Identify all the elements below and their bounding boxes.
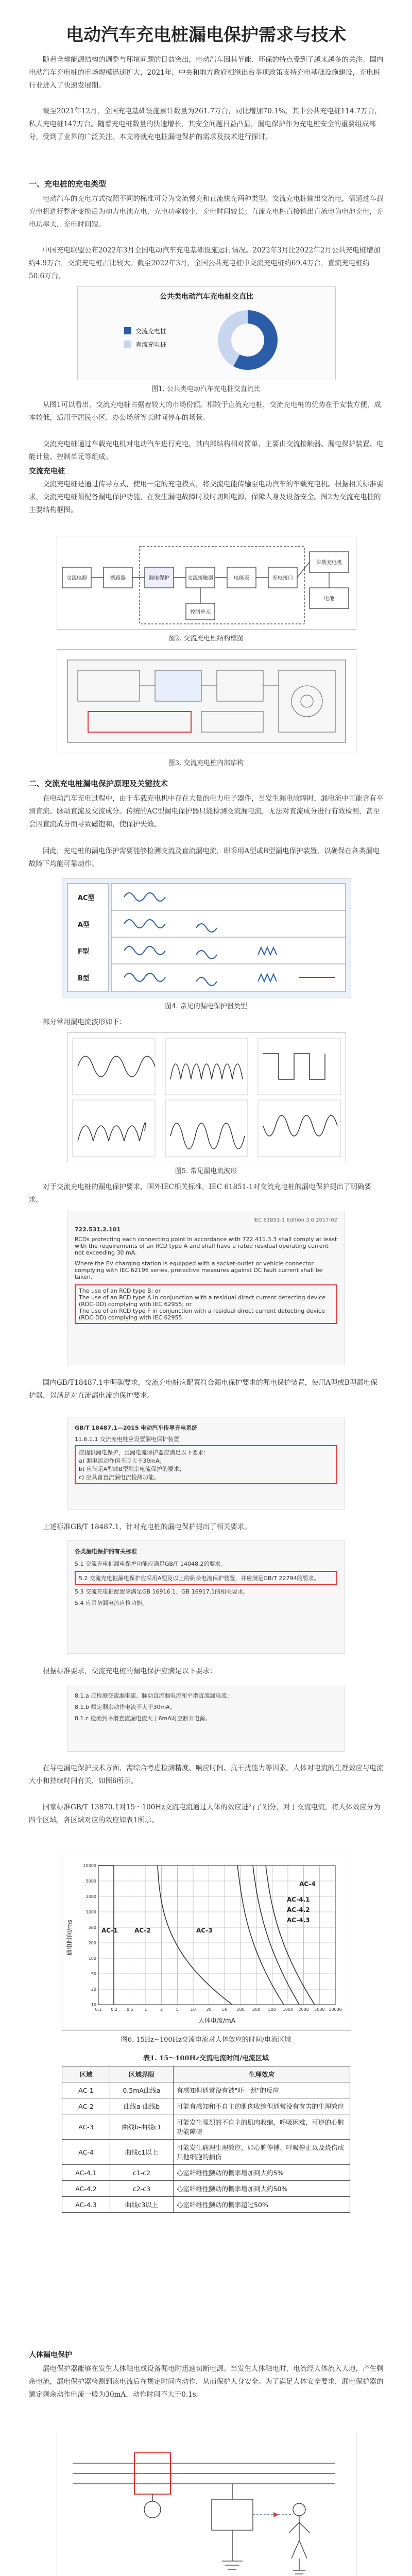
table-header-boundary: 区域界限	[110, 2066, 174, 2082]
zone-x-tick-label: 200	[252, 2007, 261, 2012]
table-cell: AC-4.3	[62, 2197, 110, 2213]
zone-label-ac43: AC-4.3	[287, 1917, 310, 1924]
ac-charger-block-diagram	[57, 536, 356, 630]
time-current-zones-figure	[62, 1855, 351, 2031]
table-row	[62, 2114, 350, 2140]
legend-label-0: 交流充电桩	[135, 328, 167, 335]
gb-standard-excerpt	[67, 1417, 345, 1510]
gb-line-1: 11.6.1.1 交流充电桩应设置漏电保护装置	[75, 1436, 179, 1443]
zone-x-tick-label: 0.1	[95, 2007, 102, 2012]
table-cell: c1-c2	[110, 2165, 174, 2181]
zone-y-tick-label: 2000	[85, 1894, 96, 1899]
zone-x-tick-label: 2	[160, 2007, 163, 2012]
table-cell: 曲线b-曲线c1	[110, 2114, 174, 2140]
rcd-type-a: A型	[78, 921, 90, 929]
table-header-zone: 区域	[62, 2066, 110, 2082]
time-current-zones-chart	[62, 1855, 351, 2030]
zone-y-tick-label: 100	[88, 1956, 96, 1961]
iec-highlight-box	[75, 1284, 337, 1324]
table-cell: AC-3	[62, 2114, 110, 2140]
section2-heading: 二、交流充电桩漏电保护原理及关键技术	[29, 779, 168, 788]
zone-x-tick-label: 0.2	[111, 2007, 118, 2012]
table-cell: 心室纤维性颤动的概率增加到大约5%	[174, 2165, 350, 2181]
block-label-rcd: 漏电保护	[149, 575, 169, 581]
zone-y-tick-label: 20	[91, 1987, 96, 1992]
rcd-types-svg	[62, 878, 351, 997]
table-header-effect: 生理效应	[174, 2066, 350, 2082]
zone-y-tick-label: 10	[91, 2003, 96, 2007]
pie-chart-figure	[77, 286, 336, 380]
table-row	[62, 2197, 350, 2213]
block-label-battery: 电池	[324, 596, 334, 602]
zone-x-tick-label: 1000	[282, 2007, 294, 2012]
block-label-control: 控制单元	[190, 609, 211, 615]
zone-y-tick-label: 200	[88, 1941, 96, 1945]
section1b-paragraph-3: 交流充电桩是通过传导方式，使用一定的充电模式，将交流电能传输至电动汽车的车载充电机。根据相关标准要求，交流充电桩须配备漏电保护功能，在发生漏电故障时及时切断电源，保障人身及设备安全。图2为交流充电桩的主要结构框图。	[29, 480, 384, 514]
section2-tech-paragraph: 在导电漏电保护技术方面，需综合考虑检测精度、响应时间、抗干扰能力等因素。人体对电流的生理效应与电流大小和持续时间有关，如图6所示。	[29, 1764, 384, 1785]
table-row	[62, 2098, 350, 2114]
zone-x-tick-label: 5	[176, 2007, 179, 2012]
section2-requirements-intro: 根据标准要求，交流充电桩的漏电保护应满足以下要求：	[43, 1667, 217, 1675]
section1b-paragraph-1: 从图1可以看出，交流充电桩占据着较大的市场份额。相较于直流充电桩，交流充电桩的优势在于安装方便，成本较低，适用于居民小区、办公场所等长时间停车的场景。	[29, 401, 381, 422]
rcd-type-b: B型	[78, 975, 90, 982]
curve-b	[158, 1866, 232, 2005]
section1-heading: 一、充电桩的充电类型	[29, 179, 107, 189]
zone-x-tick-label: 0.5	[126, 2007, 133, 2012]
article-title: 电动汽车充电桩漏电保护需求与技术	[66, 25, 346, 45]
zone-x-tick-label: 2000	[298, 2007, 309, 2012]
table-cell: 可能有感知和不自主的肌肉收缩但通常没有有害的生理效应	[174, 2098, 350, 2114]
legend-swatch-1	[124, 341, 131, 348]
block-label-obc: 车载充电机	[316, 560, 342, 566]
zone-x-tick-label: 10000	[329, 2007, 342, 2012]
table-cell: AC-4.2	[62, 2181, 110, 2197]
curve-c1	[237, 1866, 284, 2005]
table-cell: 有感知但通常没有被"吓一跳"的反应	[174, 2082, 350, 2098]
table-cell: 曲线c1以上	[110, 2140, 174, 2165]
table-cell: 可能发生病理生理效应，如心脏停搏、呼吸停止以及烧伤或其他细胞的损伤	[174, 2140, 350, 2165]
iec-line-1: RCDs protecting each connecting point in accordance with 722.411.3.3 shall comply at least with the requirements of an RCD type A and shall have a rated residual operating current not exceeding 30 mA.	[75, 1236, 337, 1256]
section2-iec-intro: 对于交流充电桩的漏电保护要求，国外IEC相关标准，IEC 61851-1对交流充电桩的漏电保护提出了明确要求。	[29, 1183, 371, 1204]
table-cell: AC-1	[62, 2082, 110, 2098]
iec-line-5: The use of an RCD type F in conjunction with a residual direct current detecting device (RDC-DD) complying with IEC 62955.	[79, 1308, 325, 1321]
section2-paragraph-2: 因此，充电桩的漏电保护需要能够检测交流及直流漏电流，即采用A型或B型漏电保护装置，以确保在各类漏电故障下均能可靠动作。	[29, 847, 380, 868]
ac-charger-internal-figure	[57, 649, 356, 753]
block-label-power: 交流电源	[66, 575, 87, 581]
figure6-caption: 图6. 15Hz~100Hz交流电流对人体效应的时间/电流区域	[121, 2036, 291, 2044]
figure1-caption: 图1. 公共类电动汽车充电桩交直流比	[151, 385, 261, 393]
table-cell: 曲线c3以上	[110, 2197, 174, 2213]
zone-effects-table	[62, 2066, 350, 2213]
section1-paragraph-2: 中国充电联盟公布2022年3月全国电动汽车充电基础设施运行情况。2022年3月比2022年2月公共充电桩增加约4.9万台，交流充电桩占比较大。截至2022年3月，全国公共充电桩中交流充电桩约69.4万台，直流充电桩约50.6万台。	[29, 246, 381, 280]
leakage-human-contact-figure	[57, 2432, 356, 2576]
rcd-types-figure	[62, 878, 351, 997]
zone-x-tick-label: 500	[268, 2007, 276, 2012]
zone-label-ac4: AC-4	[299, 1880, 316, 1888]
gb-highlight-box	[75, 1445, 337, 1484]
gb2-line-3: 5.3 交流充电桩配置应满足GB 16916.1、GB 16917.1的相关要求。	[75, 1588, 249, 1595]
table-header-row	[62, 2066, 350, 2082]
leakage-diagram-svg	[57, 2432, 356, 2576]
section2-tech-paragraph-2: 国家标准GB/T 13870.1对15～100Hz交流电流通过人体的效应进行了划分，对于交流电流，将人体效应分为四个区域，各区域对应的效应如表1所示。	[29, 1803, 381, 1824]
figure5-caption: 图5. 常见漏电流波形	[175, 1167, 237, 1175]
legend-swatch-0	[124, 327, 131, 334]
waveform-svg	[67, 1033, 346, 1162]
table-cell: c2-c3	[110, 2181, 174, 2197]
figure4-caption: 图4. 常见的漏电保护器类型	[165, 1003, 247, 1010]
pie-chart-title: 公共类电动汽车充电桩交直比	[160, 293, 253, 301]
table-cell: AC-2	[62, 2098, 110, 2114]
zone-x-tick-label: 20	[206, 2007, 212, 2012]
internal-structure-svg	[57, 650, 356, 753]
table-cell: AC-4.1	[62, 2165, 110, 2181]
zone-y-tick-label: 1000	[85, 1910, 96, 1914]
zone-label-ac2: AC-2	[134, 1927, 151, 1934]
gb2-line-4: 5.4 应具备漏电流自检功能。	[75, 1600, 148, 1606]
table-cell: 心室纤维性颤动的概率超过50%	[174, 2197, 350, 2213]
figure3-caption: 图3. 交流充电桩内部结构	[168, 759, 244, 767]
curve-a	[98, 1866, 114, 2005]
zone-x-tick-label: 10	[190, 2007, 196, 2012]
section1b-paragraph-2: 交流充电桩通过车载充电机对电动汽车进行充电，其内部结构相对简单，主要由交流接触器、漏电保护装置、电能计量、控制单元等组成。	[29, 440, 384, 461]
section2-gb2-intro: 上述标准GB/T 18487.1，针对充电桩的漏电保护提出了相关要求。	[43, 1523, 251, 1531]
section2-paragraph-1: 在电动汽车充电过程中，由于车载充电机中存在大量的电力电子器件，当发生漏电故障时，漏电流中可能含有平滑直流、脉动直流及交流成分。传统的AC型漏电保护器只能检测交流漏电流，无法对直流成分进行有效检测，甚至会因直流成分而导致磁饱和，使保护失效。	[29, 794, 384, 828]
req-line-3: 8.1.c 检测到平滑直流漏电流大于6mA时应断开电源。	[75, 1715, 211, 1722]
rcd-type-ac: AC型	[78, 894, 95, 902]
table-cell: 心室纤维性颤动的概率增加到大约50%	[174, 2181, 350, 2197]
block-label-contactor: 交流接触器	[187, 575, 213, 581]
zone-y-tick-label: 500	[88, 1925, 96, 1930]
req-line-2: 8.1.b 额定剩余动作电流不大于30mA；	[75, 1704, 176, 1710]
zone-y-tick-label: 5000	[85, 1879, 96, 1884]
section1-paragraph-1: 电动汽车的充电方式按照不同的标准可分为交流慢充和直流快充两种类型。交流充电桩输出交流电，需通过车载充电机进行整流变换后为动力电池充电，充电功率较小，充电时间较长；直流充电桩直接输出直流电为电池充电，充电功率大，充电时间短。	[29, 195, 384, 229]
zone-x-tick-label: 50	[222, 2007, 228, 2012]
table-row	[62, 2181, 350, 2197]
gb2-highlight-box	[75, 1571, 337, 1585]
iec-header: IEC 61851-1 Edition 3.0 2017-02	[253, 1217, 337, 1223]
human-protection-paragraph: 漏电保护器能够在发生人体触电或设备漏电时迅速切断电源。当发生人体触电时，电流经人体流入大地，产生剩余电流，漏电保护器检测到该电流后在规定时间内动作，从而保护人身安全。为了满足人体安全要求，漏电保护器的额定剩余动作电流一般为30mA，动作时间不大于0.1s。	[29, 2365, 384, 2399]
curve-c2	[253, 1866, 299, 2005]
gb-line-4: b) 应满足A型或B型剩余电流保护的要求；	[79, 1466, 185, 1472]
zone-y-axis-label: 通电时间/ms	[66, 1920, 73, 1956]
zone-y-tick-label: 10000	[83, 1863, 96, 1868]
zone-label-ac1: AC-1	[101, 1927, 118, 1934]
section2-gb-intro: 国内GB/T18487.1中明确要求，交流充电桩应配置符合漏电保护要求的漏电保护装置，使用A型或B型漏电保护器，以满足对直流漏电流的保护要求。	[29, 1379, 377, 1400]
requirements-excerpt	[67, 1685, 345, 1752]
zone-x-tick-label: 5000	[314, 2007, 325, 2012]
legend-label-1: 直流充电桩	[135, 341, 167, 348]
human-protection-subheading: 人体漏电保护	[29, 2351, 72, 2359]
block-label-meter: 电能表	[234, 575, 249, 581]
zone-x-tick-label: 1	[144, 2007, 147, 2012]
table-row	[62, 2165, 350, 2181]
section2-waveform-intro: 部分常用漏电流波形如下：	[43, 1018, 126, 1026]
gb-line-5: c) 应具备直流漏电流检测功能。	[79, 1474, 160, 1481]
iec-line-3: The use of an RCD type B; or	[79, 1287, 161, 1294]
table-cell: AC-4	[62, 2140, 110, 2165]
gb2-standard-excerpt	[67, 1540, 345, 1654]
zone-label-ac42: AC-4.2	[287, 1906, 310, 1913]
section1b-subheading: 交流充电桩	[29, 467, 65, 476]
waveform-figure	[67, 1032, 346, 1162]
intro-paragraph-2: 截至2021年12月，全国充电基础设施累计数量为261.7万台，同比增加70.1%。其中公共充电桩114.7万台，私人充电桩147万台。随着充电桩数量的快速增长，其安全问题日益凸显，漏电保护作为充电桩安全的重要组成部分，受到了业界的广泛关注。本文将就充电桩漏电保护的需求及技术进行探讨。	[29, 107, 382, 141]
gb-line-3: a) 漏电流动作值不应大于30mA；	[79, 1458, 165, 1464]
iec-standard-excerpt	[67, 1211, 345, 1365]
iec-clause: 722.531.2.101	[75, 1226, 121, 1233]
table-cell: 0.5mA曲线a	[110, 2082, 174, 2098]
zone-x-axis-label: 人体电流/mA	[198, 2017, 235, 2024]
gb-line-2: 应提供漏电保护，且漏电流保护器应满足以下要求：	[79, 1449, 209, 1456]
gb2-header: 各类漏电保护的有关标准	[75, 1548, 137, 1555]
zone-x-tick-label: 100	[236, 2007, 245, 2012]
table-cell: 曲线a-曲线b	[110, 2098, 174, 2114]
gb2-line-1: 5.1 交流充电桩漏电保护功能应满足GB/T 14048.2的要求。	[75, 1561, 227, 1567]
iec-line-4: The use of an RCD type A in conjunction with a residual direct current detecting device (RDC-DD) complying with IEC 62955; or	[79, 1294, 326, 1308]
gb-header: GB/T 18487.1—2015 电动汽车传导充电系统	[75, 1425, 198, 1431]
iec-line-2: Where the EV charging station is equipped with a socket-outlet or vehicle connector complying with IEC 62196 series, protective measures against DC fault current shall be taken.	[75, 1260, 323, 1280]
block-label-breaker: 断路器	[110, 575, 126, 581]
table-row	[62, 2140, 350, 2165]
rcd-type-f: F型	[78, 948, 89, 956]
block-diagram-svg	[57, 536, 356, 629]
zone-label-ac3: AC-3	[196, 1927, 213, 1934]
table-cell: 可能发生强烈的不自主的肌肉收缩，呼吸困难，可逆的心脏功能障碍	[174, 2114, 350, 2140]
gb2-line-2: 5.2 交流充电桩漏电保护应采用A型及以上的剩余电流保护装置，并应满足GB/T 22794的要求。	[79, 1575, 320, 1582]
pie-chart	[78, 301, 335, 379]
table1-caption: 表1. 15～100Hz交流电流时间/电流区域	[143, 2055, 269, 2062]
table-row	[62, 2082, 350, 2098]
req-line-1: 8.1.a 应检测交流漏电流、脉动直流漏电流和平滑直流漏电流；	[75, 1692, 233, 1699]
block-label-connector: 充电接口	[272, 575, 293, 581]
figure2-caption: 图2. 交流充电桩结构框图	[168, 635, 244, 642]
intro-paragraph-1: 随着全球能源结构的调整与环境问题的日益突出，电动汽车因其节能、环保的特点受到了越来越多的关注。国内电动汽车充电桩的市场规模迅速扩大，2021年，中央和地方政府相继出台多项政策支持充电基础设施建设，充电桩行业进入了快速发展期。	[29, 56, 384, 90]
zone-y-tick-label: 50	[91, 1972, 96, 1976]
zone-label-ac41: AC-4.1	[287, 1896, 310, 1903]
